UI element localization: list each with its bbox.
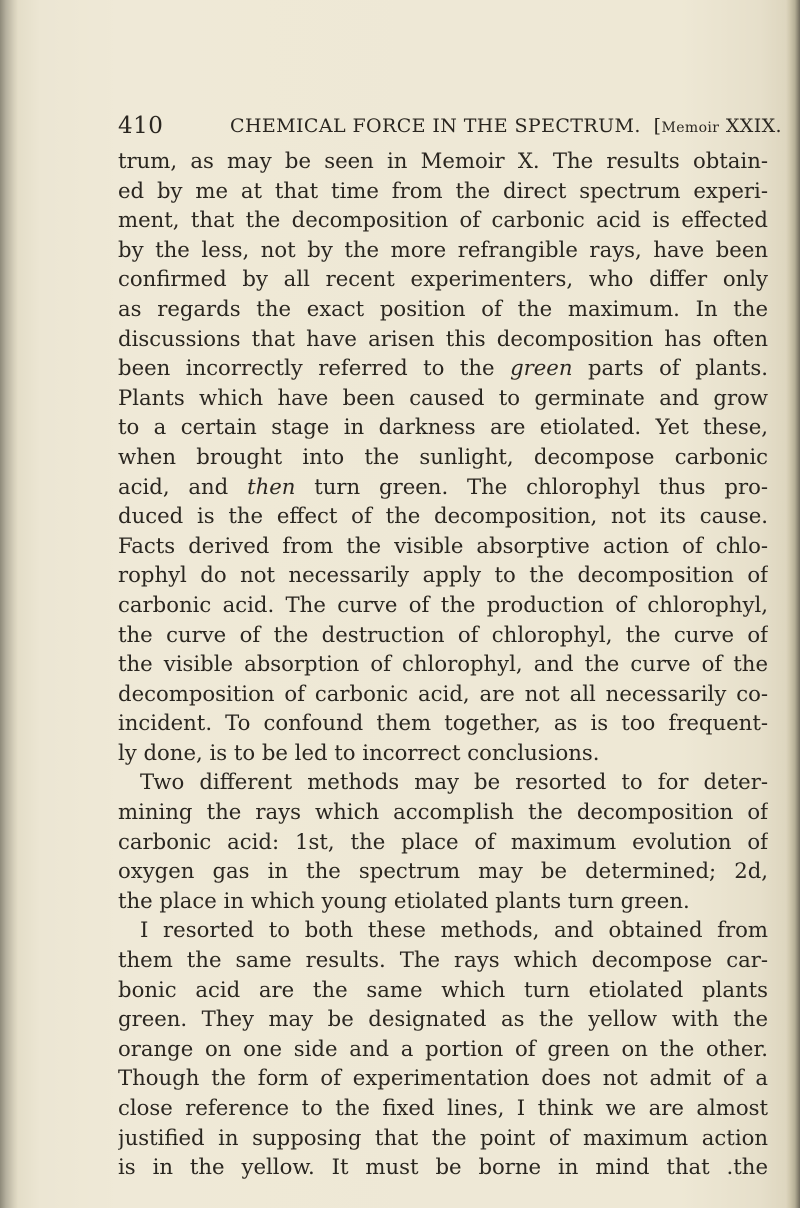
text-line [118,620,768,650]
text-line [118,531,768,561]
page-binding-shadow [0,0,18,1208]
line-text: carbonic acid. The curve of the production of chlorophyl, [118,591,768,617]
line-text: the visible absorption of chlorophyl, and the curve of the [118,651,768,677]
line-text: mining the rays which accomplish the decomposition of [118,799,768,825]
line-text: ed by me at that time from the direct spectrum experi- [118,177,768,203]
text-line [118,412,768,442]
line-text: duced is the effect of the decomposition, not its cause. [118,503,768,529]
paragraph-start-line [118,915,768,945]
page-number: 410 [118,113,164,139]
text-line [118,176,768,206]
text-line [118,235,768,265]
line-text: been incorrectly referred to the [118,355,511,381]
text-line [118,1093,768,1123]
line-text: orange on one side and a portion of green on the other. [118,1035,768,1061]
italic-emphasis: then [247,473,296,499]
text-line [118,353,768,383]
line-text: I resorted to both these methods, and obtained from [140,917,768,943]
text-line [118,501,768,531]
memoir-bracket: [ [653,115,662,137]
text-line [118,472,768,502]
text-line [118,442,768,472]
text-line [118,324,768,354]
line-text: justified in supposing that the point of maximum action [118,1124,768,1150]
line-text: to a certain stage in darkness are etiolated. Yet these, [118,414,768,440]
page-edge [786,0,800,1208]
text-line [118,797,768,827]
line-text: carbonic acid: 1st, the place of maximum evolution of [118,828,768,854]
line-text: Though the form of experimentation does not admit of a [118,1065,768,1091]
line-text: green. They may be designated as the yellow with the [118,1006,768,1032]
text-line [118,1063,768,1093]
line-text: rophyl do not necessarily apply to the decomposition of [118,562,768,588]
running-title [230,115,782,137]
line-text: as regards the exact position of the maximum. In the [118,295,768,321]
text-line [118,679,768,709]
line-text: confirmed by all recent experimenters, who differ only [118,266,768,292]
line-text: discussions that have arisen this decomposition has often [118,325,768,351]
text-line [118,590,768,620]
line-text: acid, and [118,473,248,499]
memoir-label: Memoir [661,120,720,136]
paragraph-start-line [118,767,768,797]
text-line [118,886,768,916]
text-line [118,294,768,324]
body-text [118,146,768,1182]
text-line [118,146,768,176]
text-line [118,738,768,768]
italic-emphasis: green [510,355,573,381]
text-line [118,383,768,413]
line-text: Two different methods may be resorted to for deter- [140,769,768,795]
text-line [118,1152,768,1182]
line-text: by the less, not by the more refrangible rays, have been [118,236,768,262]
line-text: close reference to the fixed lines, I think we are almost [118,1095,768,1120]
running-title-text: CHEMICAL FORCE IN THE SPECTRUM. [230,115,641,137]
line-text: decomposition of carbonic acid, are not all necessarily co- [118,680,768,706]
text-line [118,708,768,738]
line-text: turn green. The chlorophyl thus pro- [295,473,768,499]
line-text: the curve of the destruction of chlorophyl, the curve of [118,621,768,647]
text-line [118,827,768,857]
text-line [118,649,768,679]
text-line [118,856,768,886]
text-line [118,945,768,975]
text-line [118,205,768,235]
line-text: is in the yellow. It must be borne in mind that .the [118,1154,768,1180]
line-text: trum, as may be seen in Memoir X. The results obtain- [118,148,768,173]
line-text: incident. To confound them together, as is too frequent- [118,710,768,736]
text-line [118,975,768,1005]
text-line [118,560,768,590]
line-text: them the same results. The rays which decompose car- [118,947,768,973]
text-line [118,264,768,294]
line-text: Facts derived from the visible absorptive action of chlo- [118,532,768,558]
line-text: parts of plants. [572,355,768,381]
text-line [118,1123,768,1153]
memoir-number: XXIX. [725,115,782,137]
line-text: ment, that the decomposition of carbonic acid is effected [118,207,768,233]
line-text: when brought into the sunlight, decompose carbonic [118,443,768,469]
line-text: the place in which young etiolated plants turn green. [118,887,690,913]
text-line [118,1034,768,1064]
running-head [0,113,800,143]
line-text: Plants which have been caused to germinate and grow [118,384,768,410]
line-text: bonic acid are the same which turn etiolated plants [118,976,768,1002]
line-text: oxygen gas in the spectrum may be determined; 2d, [118,858,768,884]
line-text: ly done, is to be led to incorrect conclusions. [118,739,600,765]
text-line [118,1004,768,1034]
